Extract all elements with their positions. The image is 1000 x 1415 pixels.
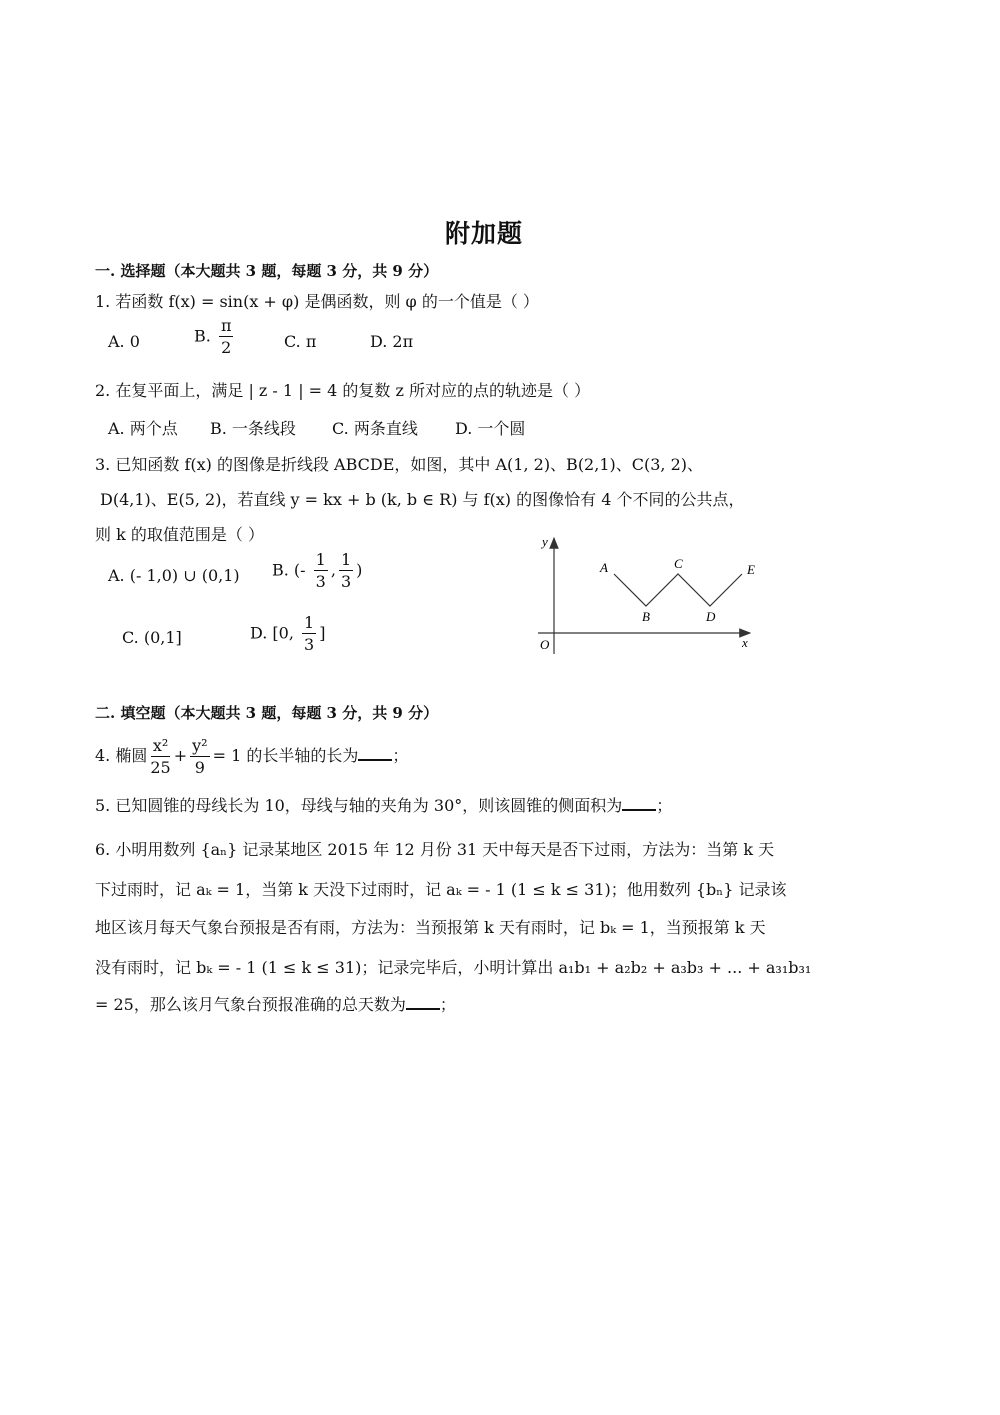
frac-numerator: 1 bbox=[304, 613, 315, 632]
answer-blank[interactable] bbox=[406, 996, 440, 1010]
frac-denominator: 9 bbox=[194, 757, 205, 777]
q3-option-d bbox=[250, 615, 325, 653]
q2-option-a: A. 两个点 bbox=[108, 419, 178, 438]
q4-fraction-2 bbox=[190, 735, 209, 777]
q5-text: 5. 已知圆锥的母线长为 10，母线与轴的夹角为 30°，则该圆锥的侧面积为 bbox=[95, 796, 623, 815]
q2-option-d: D. 一个圆 bbox=[455, 419, 526, 438]
frac-numerator: π bbox=[220, 316, 232, 335]
q4 bbox=[95, 736, 408, 776]
frac-numerator: 1 bbox=[340, 550, 352, 569]
section-2-header: 二. 填空题（本大题共 3 题，每题 3 分，共 9 分） bbox=[95, 704, 439, 722]
q3-line-1: 3. 已知函数 f(x) 的图像是折线段 ABCDE，如图，其中 A(1, 2)、B(2,1)、C(3, 2)、 bbox=[95, 455, 704, 474]
q1-option-a: A. 0 bbox=[108, 332, 140, 351]
q3-option-b bbox=[272, 552, 362, 590]
q6-line-5-text: = 25，那么该月气象台预报准确的总天数为 bbox=[95, 995, 406, 1014]
polyline-abcde bbox=[614, 574, 742, 606]
q5 bbox=[95, 796, 672, 816]
q3-option-b-fraction-1 bbox=[314, 552, 328, 590]
q6-end: ； bbox=[439, 995, 456, 1014]
q4-fraction-1 bbox=[150, 735, 171, 777]
q1-option-b-fraction bbox=[219, 318, 234, 356]
q3-line-3: 则 k 的取值范围是（ ） bbox=[95, 525, 264, 544]
x-axis-label: x bbox=[742, 635, 748, 650]
q4-prefix: 4. 椭圆 bbox=[95, 746, 148, 765]
paren-close: ) bbox=[356, 560, 363, 580]
point-label-e: E bbox=[747, 562, 755, 577]
q3-option-b-fraction-2 bbox=[339, 552, 353, 590]
q4-suffix: = 1 的长半轴的长为 bbox=[212, 746, 359, 765]
origin-label: O bbox=[540, 637, 550, 652]
q5-end: ； bbox=[656, 796, 673, 815]
q1-stem: 1. 若函数 f(x) = sin(x + φ) 是偶函数，则 φ 的一个值是（ ） bbox=[95, 292, 539, 311]
point-label-a: A bbox=[600, 560, 608, 575]
section-1-header: 一. 选择题（本大题共 3 题，每题 3 分，共 9 分） bbox=[95, 262, 439, 280]
y-axis-label: y bbox=[542, 534, 548, 549]
q1-option-d: D. 2π bbox=[370, 332, 414, 351]
frac-denominator: 2 bbox=[221, 338, 232, 357]
answer-blank[interactable] bbox=[622, 797, 656, 811]
q2-stem: 2. 在复平面上，满足 | z - 1 | = 4 的复数 z 所对应的点的轨迹是（ ） bbox=[95, 381, 591, 400]
frac-denominator: 3 bbox=[304, 635, 315, 654]
q6-line-1: 6. 小明用数列 {aₙ} 记录某地区 2015 年 12 月份 31 天中每天是否下过雨，方法为：当第 k 天 bbox=[95, 840, 775, 859]
q1-option-c: C. π bbox=[284, 332, 317, 351]
q6-line-4: 没有雨时，记 bₖ = - 1 (1 ≤ k ≤ 31)；记录完毕后，小明计算出 a₁b₁ + a₂b₂ + a₃b₃ + ... + a₃₁b₃₁ bbox=[95, 958, 812, 977]
q2-option-b: B. 一条线段 bbox=[210, 419, 296, 438]
frac-numerator: x² bbox=[152, 735, 169, 755]
point-label-c: C bbox=[674, 556, 683, 571]
point-label-b: B bbox=[642, 609, 650, 624]
q3-option-c: C. (0,1] bbox=[122, 628, 182, 647]
page-title: 附加题 bbox=[444, 219, 523, 248]
q4-end: ； bbox=[392, 746, 409, 765]
q3-line-2: D(4,1)、E(5, 2)，若直线 y = kx + b (k, b ∈ R) 与 f(x) 的图像恰有 4 个不同的公共点， bbox=[100, 490, 745, 509]
point-labels bbox=[599, 556, 755, 624]
frac-numerator: y² bbox=[192, 735, 208, 755]
q1-option-b bbox=[194, 318, 236, 356]
frac-denominator: 3 bbox=[315, 572, 326, 591]
point-label-d: D bbox=[706, 609, 716, 624]
q3-option-a: A. (- 1,0) ∪ (0,1) bbox=[108, 566, 240, 585]
q6-line-5 bbox=[95, 995, 456, 1015]
frac-numerator: 1 bbox=[315, 550, 326, 569]
bracket-close: ] bbox=[319, 623, 326, 643]
comma: , bbox=[330, 560, 336, 580]
q3-option-d-label: D. [0, bbox=[250, 623, 294, 643]
frac-denominator: 25 bbox=[150, 757, 171, 777]
q3-option-b-label: B. (- bbox=[272, 560, 306, 580]
q6-line-2: 下过雨时，记 aₖ = 1，当第 k 天没下过雨时，记 aₖ = - 1 (1 ≤ k ≤ 31)；他用数列 {bₙ} 记录该 bbox=[95, 880, 787, 899]
q1-option-b-label: B. bbox=[194, 326, 211, 346]
q6-line-3: 地区该月每天气象台预报是否有雨，方法为：当预报第 k 天有雨时，记 bₖ = 1，当预报第 k 天 bbox=[95, 918, 766, 937]
frac-denominator: 3 bbox=[340, 572, 352, 591]
answer-blank[interactable] bbox=[358, 747, 392, 761]
q2-option-c: C. 两条直线 bbox=[332, 419, 418, 438]
q3-option-d-fraction bbox=[302, 615, 316, 653]
q3-figure bbox=[520, 528, 770, 658]
plus-sign: + bbox=[173, 746, 188, 765]
